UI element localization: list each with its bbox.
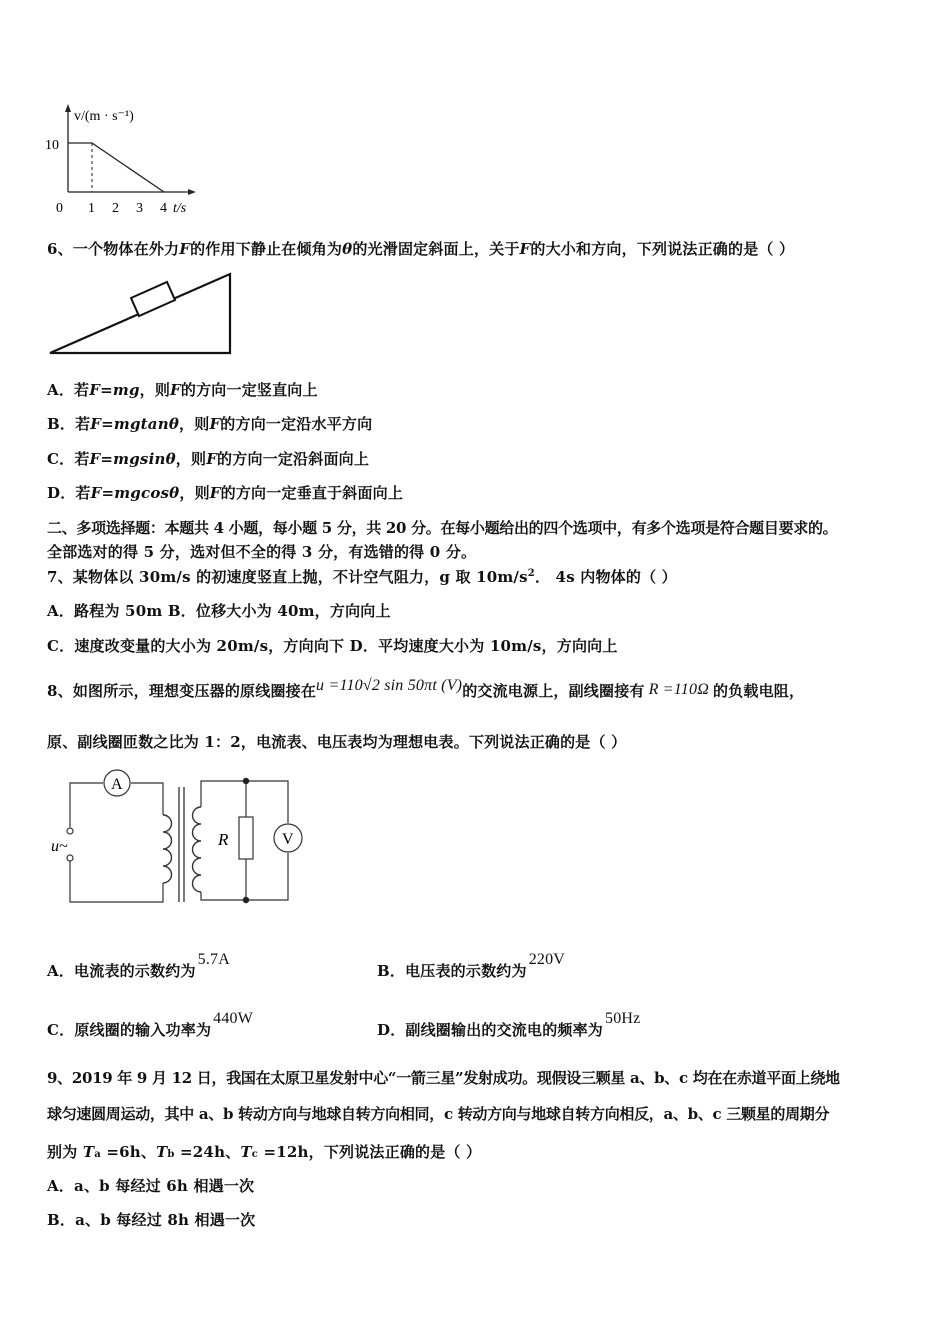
q8-option-c-value: 440W (213, 1010, 254, 1027)
q8-option-d: D．副线圈输出的交流电的频率为50Hz (377, 1010, 641, 1039)
q9-option-a: A．a、b 每经过 6h 相遇一次 (47, 1177, 255, 1195)
secondary-wire-bottom (201, 853, 288, 900)
q7-options-ab: A．路程为 50m B．位移大小为 40m，方向向上 (47, 602, 391, 620)
q8-option-a: A．电流表的示数约为5.7A (47, 951, 230, 980)
junction-dot-bottom (243, 897, 249, 903)
secondary-coil (193, 807, 202, 892)
graph-x-tick-3: 3 (136, 201, 143, 216)
q9-line3: 别为 Ta =6h、Tb =24h、Tc =12h，下列说法正确的是（ ） (47, 1143, 482, 1161)
graph-y-tick: 10 (45, 138, 59, 153)
q9-line1: 9、2019 年 9 月 12 日，我国在太原卫星发射中心“一箭三星”发射成功。现假设三颗星 a、b、c 均在在赤道平面上绕地 (47, 1069, 840, 1087)
primary-coil (163, 815, 172, 883)
transformer-circuit (45, 765, 325, 910)
section2-line1: 二、多项选择题：本题共 4 小题，每小题 5 分，共 20 分。在每小题给出的四个选项中，有多个选项是符合题目要求的。 (47, 519, 838, 537)
graph-x-tick-1: 1 (88, 201, 95, 216)
graph-x-label: t/s (173, 201, 187, 216)
graph-x-tick-2: 2 (112, 201, 119, 216)
primary-wire-bottom (70, 861, 163, 902)
ammeter-label: A (111, 776, 123, 793)
resistor-symbol (239, 817, 253, 859)
q8-option-a-value: 5.7A (197, 951, 230, 968)
q8-resistance-formula: R =110Ω (648, 681, 709, 698)
q8-stem-line2: 原、副线圈匝数之比为 1：2，电流表、电压表均为理想电表。下列说法正确的是（ ） (47, 733, 627, 751)
graph-velocity-line (68, 143, 164, 192)
graph-x-arrow (188, 189, 196, 195)
source-terminal-bottom (67, 855, 73, 861)
resistor-label: R (218, 830, 229, 849)
q8-option-d-value: 50Hz (605, 1010, 641, 1027)
velocity-time-graph (40, 100, 205, 220)
section2-line2: 全部选对的得 5 分，选对但不全的得 3 分，有选错的得 0 分。 (47, 543, 477, 561)
q8-option-b: B．电压表的示数约为220V (377, 951, 566, 980)
voltmeter-label: V (282, 831, 294, 848)
q8-stem-line1: 8、如图所示，理想变压器的原线圈接在u =110√2 sin 50πt (V)的交流电源上，副线圈接有 R =110Ω 的负载电阻， (47, 677, 805, 700)
junction-dot-top (243, 778, 249, 784)
source-label: u~ (51, 838, 68, 855)
primary-wire-top-right (131, 783, 163, 815)
q6-option-d: D．若F=mgcosθ，则F的方向一定垂直于斜面向上 (47, 484, 404, 502)
primary-wire-top (70, 783, 103, 827)
q6-option-b: B．若F=mgtanθ，则F的方向一定沿水平方向 (47, 415, 373, 433)
q7-stem: 7、某物体以 30m/s 的初速度竖直上抛，不计空气阻力，g 取 $10m/s^2$． 4s 内物体的（ ） (47, 568, 677, 586)
graph-y-label: v/(m · s⁻¹) (74, 109, 134, 124)
q6-stem: 6、一个物体在外力F的作用下静止在倾角为θ的光滑固定斜面上，关于F的大小和方向，下列说法正确的是（ ） (47, 240, 795, 258)
q6-option-c: C．若F=mgsinθ，则F的方向一定沿斜面向上 (47, 450, 370, 468)
graph-x-tick-4: 4 (160, 201, 167, 216)
q9-option-b: B．a、b 每经过 8h 相遇一次 (47, 1211, 256, 1229)
q8-option-b-value: 220V (528, 951, 566, 968)
q9-line2: 球匀速圆周运动，其中 a、b 转动方向与地球自转方向相同，c 转动方向与地球自转方向相反，a、b、c 三颗星的周期分 (47, 1105, 830, 1123)
source-terminal-top (67, 828, 73, 834)
q6-option-a: A．若F=mg，则F的方向一定竖直向上 (47, 381, 318, 399)
graph-x-tick-0: 0 (56, 201, 63, 216)
incline-block (131, 282, 175, 316)
q8-voltage-formula: u =110√2 sin 50πt (V) (316, 677, 463, 694)
graph-y-arrow (65, 104, 71, 112)
q7-options-cd: C．速度改变量的大小为 20m/s，方向向下 D．平均速度大小为 10m/s，方向向上 (47, 637, 618, 655)
incline-diagram (45, 268, 240, 358)
q8-option-c: C．原线圈的输入功率为440W (47, 1010, 254, 1039)
